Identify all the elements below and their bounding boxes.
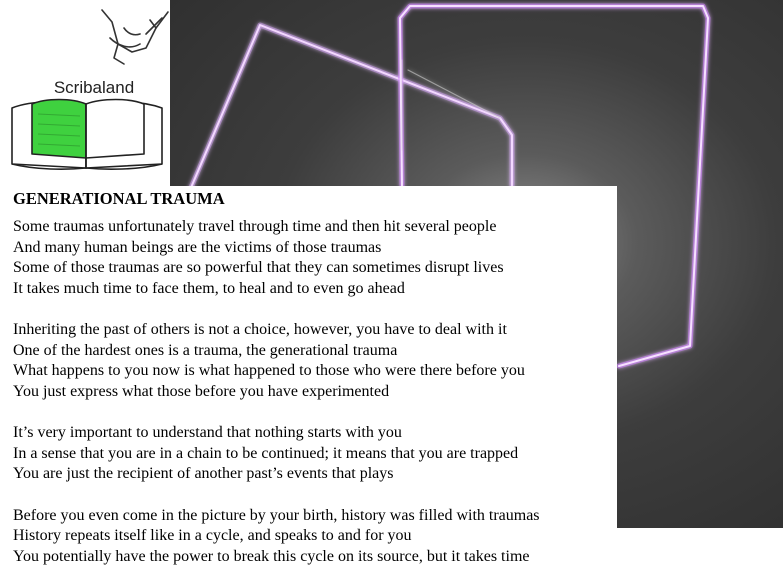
poem-line: It takes much time to face them, to heal and to even go ahead [13, 280, 405, 297]
poem-line: It’s very important to understand that nothing starts with you [13, 424, 402, 441]
poem-line: Some of those traumas are so powerful that they can sometimes disrupt lives [13, 259, 504, 276]
poem-line: You potentially have the power to break this cycle on its source, but it takes time [13, 548, 530, 565]
poem-line: History repeats itself like in a cycle, and speaks to and for you [13, 527, 412, 544]
poem-line: You are just the recipient of another past’s events that plays [13, 465, 394, 482]
poem-title: GENERATIONAL TRAUMA [13, 189, 225, 208]
poem-line: And many human beings are the victims of those traumas [13, 239, 382, 256]
poem-line: Inheriting the past of others is not a choice, however, you have to deal with it [13, 321, 507, 338]
poem-line: One of the hardest ones is a trauma, the generational trauma [13, 342, 398, 359]
poem-line: You just express what those before you have experimented [13, 383, 390, 400]
poem-line: In a sense that you are in a chain to be continued; it means that you are trapped [13, 445, 519, 462]
poem-line: What happens to you now is what happened to those who were there before you [13, 362, 525, 379]
scribaland-logo [6, 4, 170, 172]
poem-panel [0, 186, 617, 574]
poem-line: Some traumas unfortunately travel through time and then hit several people [13, 218, 497, 235]
brand-name: Scribaland [53, 78, 135, 97]
poem-line: Before you even come in the picture by your birth, history was filled with traumas [13, 507, 540, 524]
